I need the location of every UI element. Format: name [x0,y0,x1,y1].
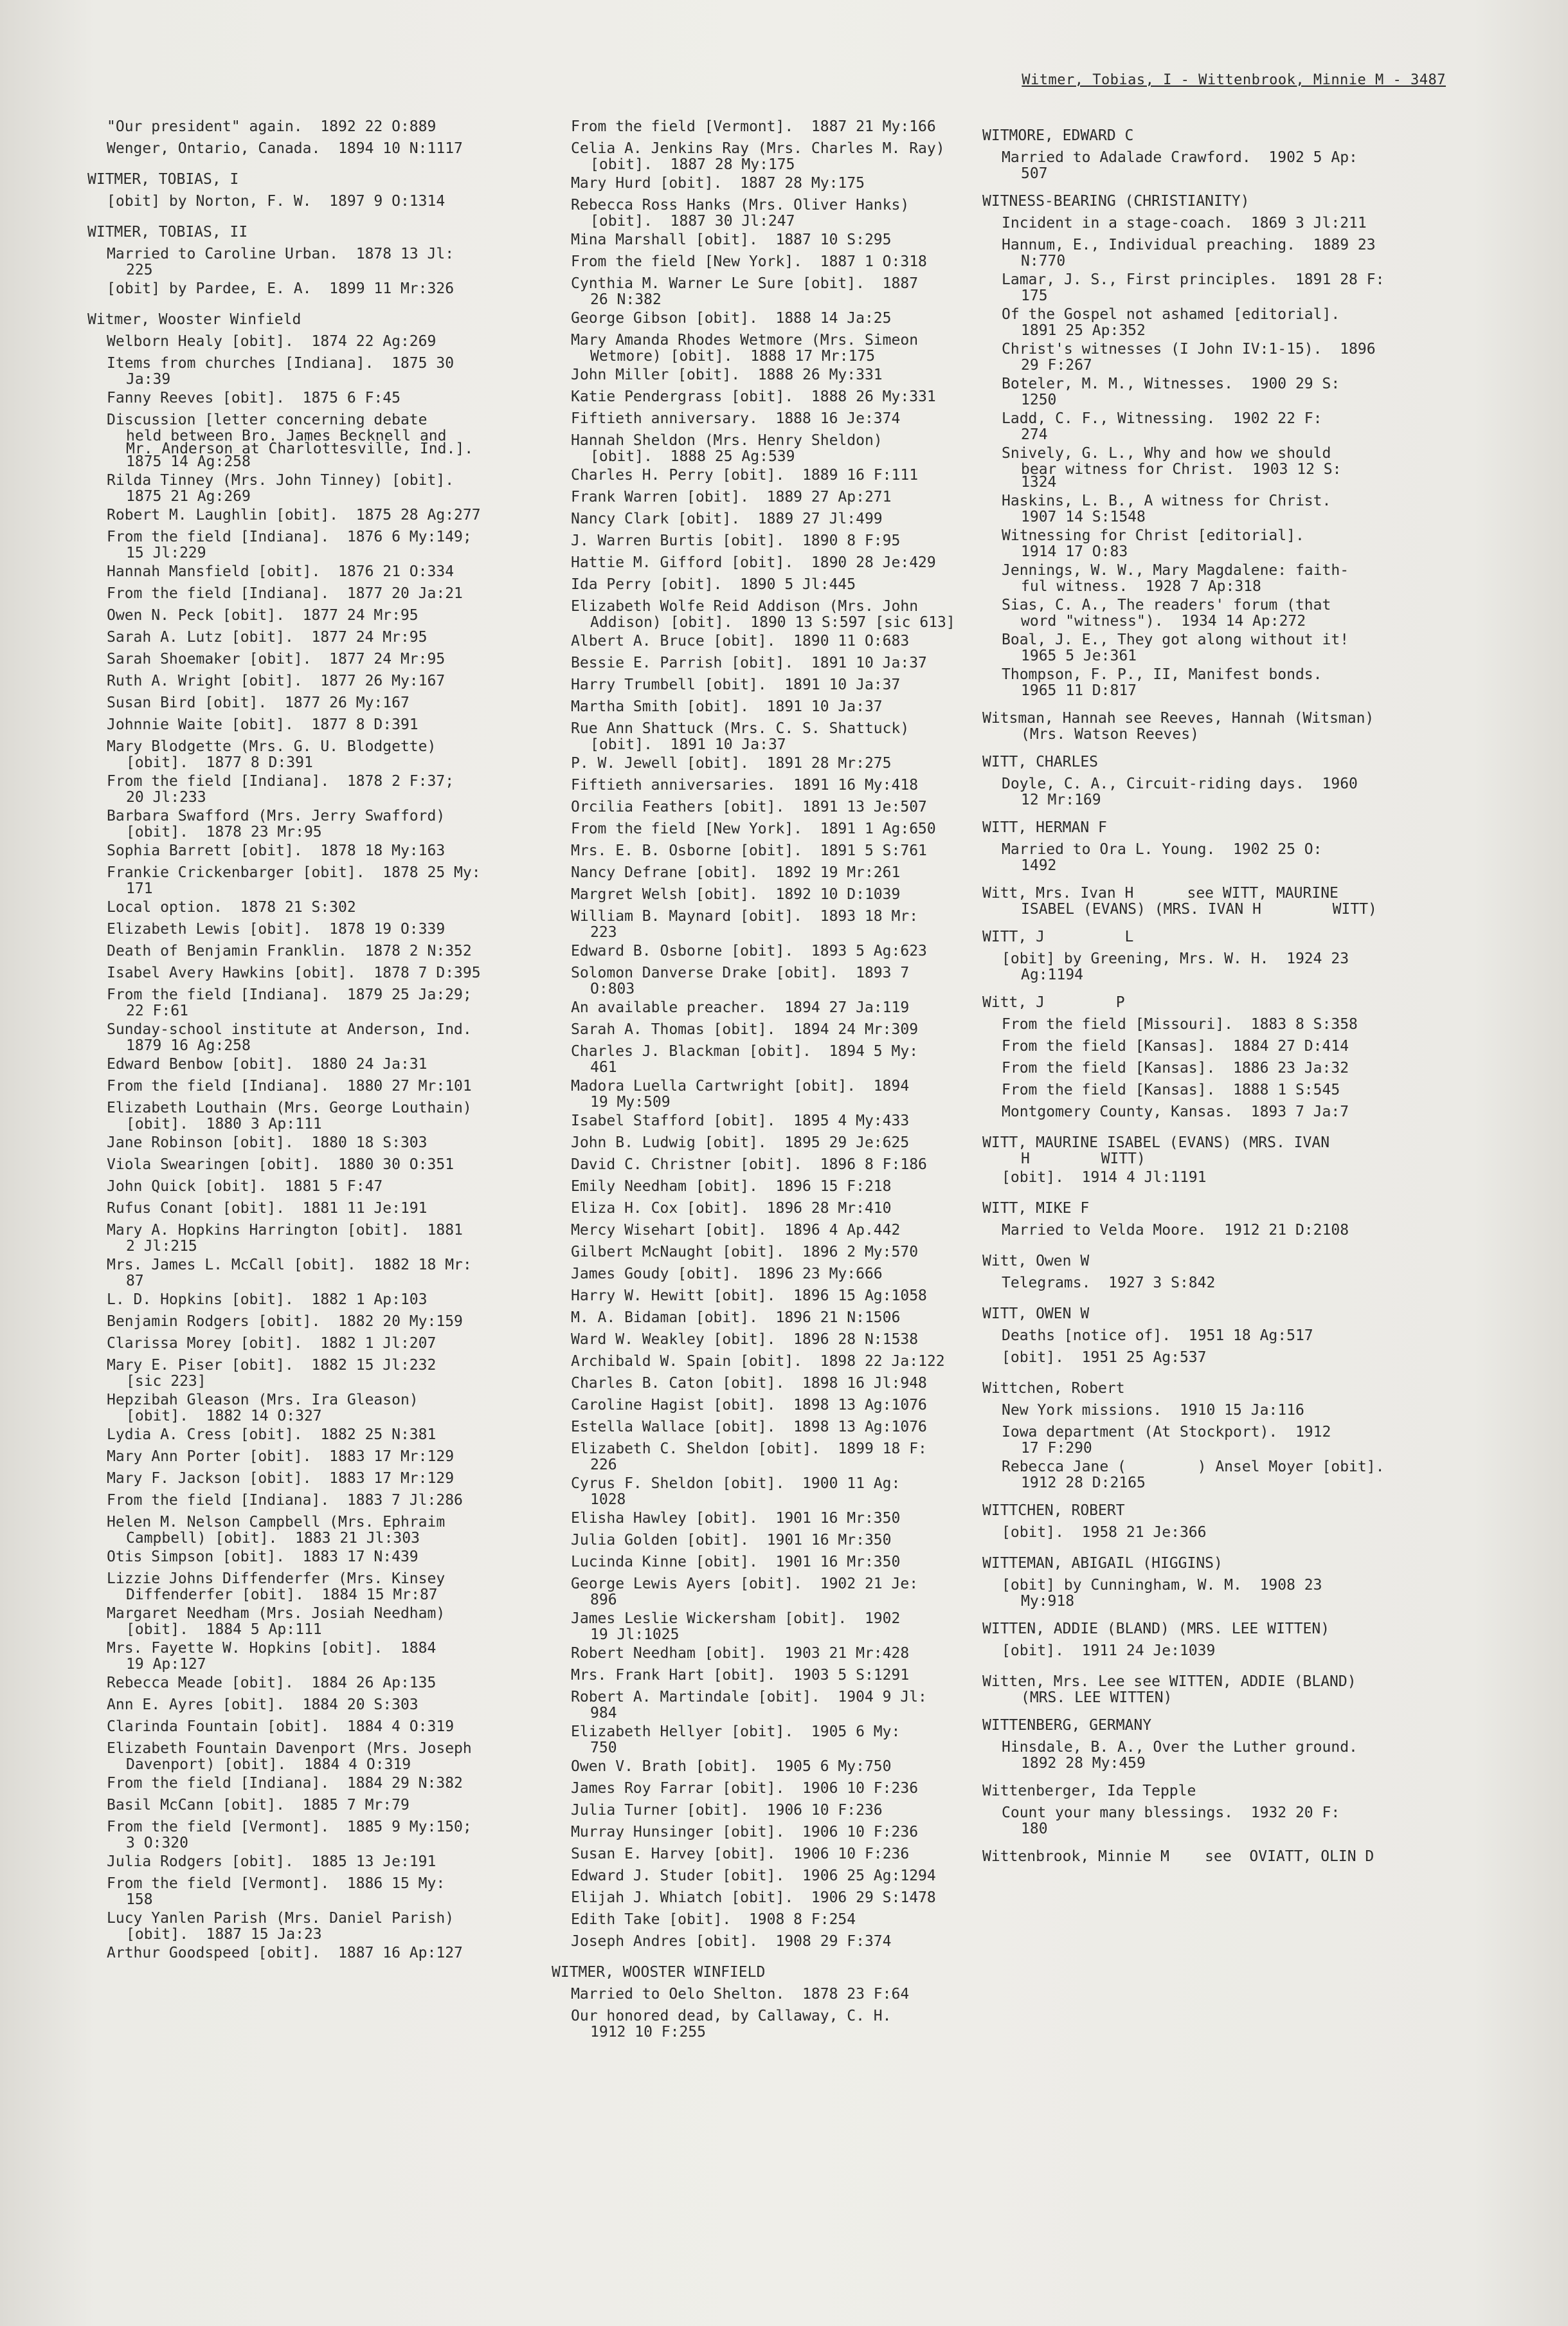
index-entry: From the field [Indiana]. 1884 29 N:382 [107,1775,463,1792]
index-heading: WITT, OWEN W [982,1305,1090,1322]
index-entry: John Miller [obit]. 1888 26 My:331 [571,367,883,383]
index-entry: Count your many blessings. 1932 20 F: [1002,1804,1340,1821]
index-entry: Otis Simpson [obit]. 1883 17 N:439 [107,1549,419,1565]
index-entry: Lizzie Johns Diffenderfer (Mrs. Kinsey [107,1570,446,1587]
index-entry-continuation: 180 [1021,1821,1048,1837]
index-entry: "Our president" again. 1892 22 O:889 [107,118,437,135]
index-entry: From the field [Missouri]. 1883 8 S:358 [1002,1016,1358,1033]
index-entry: Katie Pendergrass [obit]. 1888 26 My:331 [571,388,936,405]
index-heading: WITTEMAN, ABIGAIL (HIGGINS) [982,1555,1223,1572]
index-entry: Fanny Reeves [obit]. 1875 6 F:45 [107,390,401,406]
index-entry-continuation: 12 Mr:169 [1021,792,1101,808]
index-entry: Elizabeth Hellyer [obit]. 1905 6 My: [571,1723,901,1740]
index-entry: Owen V. Brath [obit]. 1905 6 My:750 [571,1758,892,1775]
index-entry-continuation: bear witness for Christ. 1903 12 S: [1021,461,1342,478]
index-entry: Mrs. E. B. Osborne [obit]. 1891 5 S:761 [571,842,927,859]
index-entry: [obit]. 1914 4 Jl:1191 [1002,1169,1207,1186]
index-entry-continuation: 3 O:320 [126,1835,188,1851]
index-entry: Sarah A. Thomas [obit]. 1894 24 Mr:309 [571,1021,919,1038]
index-entry: Married to Adalade Crawford. 1902 5 Ap: [1002,149,1358,166]
index-entry-continuation: Davenport) [obit]. 1884 4 O:319 [126,1756,411,1773]
index-entry: Nancy Defrane [obit]. 1892 19 Mr:261 [571,864,901,881]
index-entry-continuation: Ja:39 [126,371,171,388]
index-entry: Doyle, C. A., Circuit-riding days. 1960 [1002,776,1358,792]
index-entry: [obit] by Greening, Mrs. W. H. 1924 23 [1002,950,1349,967]
index-entry: Charles B. Caton [obit]. 1898 16 Jl:948 [571,1375,927,1392]
index-entry: Archibald W. Spain [obit]. 1898 22 Ja:122 [571,1353,945,1370]
index-entry-continuation: (Mrs. Watson Reeves) [1021,726,1199,743]
index-entry: Martha Smith [obit]. 1891 10 Ja:37 [571,698,883,715]
index-entry: From the field [New York]. 1887 1 O:318 [571,253,927,270]
index-entry-continuation: 461 [590,1059,617,1076]
index-entry: Barbara Swafford (Mrs. Jerry Swafford) [107,808,446,824]
index-entry-continuation: 158 [126,1891,153,1908]
index-entry-continuation: [obit]. 1891 10 Ja:37 [590,736,786,753]
index-entry: Susan E. Harvey [obit]. 1906 10 F:236 [571,1846,910,1862]
index-entry: From the field [Vermont]. 1887 21 My:166 [571,118,936,135]
index-entry-continuation: word "witness"). 1934 14 Ap:272 [1021,613,1306,630]
index-entry: Gilbert McNaught [obit]. 1896 2 My:570 [571,1244,919,1260]
index-entry: Charles J. Blackman [obit]. 1894 5 My: [571,1043,919,1060]
index-entry: New York missions. 1910 15 Ja:116 [1002,1402,1304,1419]
index-heading: WITMER, WOOSTER WINFIELD [552,1964,766,1981]
index-entry: Married to Oelo Shelton. 1878 23 F:64 [571,1986,910,2003]
index-entry: Hinsdale, B. A., Over the Luther ground. [1002,1739,1358,1756]
index-entry: Witnessing for Christ [editorial]. [1002,527,1304,544]
index-entry: James Roy Farrar [obit]. 1906 10 F:236 [571,1780,919,1797]
index-entry: Benjamin Rodgers [obit]. 1882 20 My:159 [107,1313,463,1330]
index-entry: Hannah Sheldon (Mrs. Henry Sheldon) [571,432,883,449]
index-entry: Rebecca Meade [obit]. 1884 26 Ap:135 [107,1675,437,1691]
index-entry: Margret Welsh [obit]. 1892 10 D:1039 [571,886,901,903]
index-heading: Witten, Mrs. Lee see WITTEN, ADDIE (BLAND) [982,1673,1356,1690]
index-heading: Witt, J P [982,994,1125,1011]
index-entry: Hattie M. Gifford [obit]. 1890 28 Je:429 [571,554,936,571]
index-entry: From the field [Indiana]. 1876 6 My:149; [107,529,472,545]
index-entry: From the field [New York]. 1891 1 Ag:650 [571,821,936,837]
index-heading: Wittenbrook, Minnie M see OVIATT, OLIN D [982,1848,1374,1865]
index-entry: Sarah Shoemaker [obit]. 1877 24 Mr:95 [107,651,446,668]
index-entry-continuation: [obit]. 1887 28 My:175 [590,156,795,173]
index-entry-continuation: 1892 28 My:459 [1021,1755,1146,1772]
index-entry: From the field [Vermont]. 1886 15 My: [107,1875,446,1892]
index-heading: WITT, MIKE F [982,1200,1090,1217]
index-entry-continuation: held between Bro. James Becknell and [126,428,447,444]
index-heading: Wittchen, Robert [982,1380,1125,1397]
index-entry: George Lewis Ayers [obit]. 1902 21 Je: [571,1576,919,1592]
index-entry-continuation: 29 F:267 [1021,357,1092,374]
index-entry: Bessie E. Parrish [obit]. 1891 10 Ja:37 [571,655,927,671]
index-entry-continuation: 1914 17 O:83 [1021,543,1128,560]
index-entry: Elizabeth C. Sheldon [obit]. 1899 18 F: [571,1440,927,1457]
index-entry: Incident in a stage-coach. 1869 3 Jl:211 [1002,215,1367,232]
index-entry: Clarinda Fountain [obit]. 1884 4 O:319 [107,1718,455,1735]
index-heading: Witmer, Wooster Winfield [87,311,302,328]
index-entry: Haskins, L. B., A witness for Christ. [1002,493,1331,509]
index-entry: Hannah Mansfield [obit]. 1876 21 O:334 [107,563,455,580]
index-entry: Robert M. Laughlin [obit]. 1875 28 Ag:277 [107,507,481,523]
index-entry: David C. Christner [obit]. 1896 8 F:186 [571,1156,927,1173]
index-entry-continuation: 1891 25 Ap:352 [1021,322,1146,339]
index-entry: Johnnie Waite [obit]. 1877 8 D:391 [107,716,419,733]
index-entry: Ann E. Ayres [obit]. 1884 20 S:303 [107,1696,419,1713]
index-entry: Cynthia M. Warner Le Sure [obit]. 1887 [571,275,919,292]
index-entry-continuation: [obit]. 1877 8 D:391 [126,754,313,771]
index-entry: Nancy Clark [obit]. 1889 27 Jl:499 [571,511,883,527]
index-entry: Rufus Conant [obit]. 1881 11 Je:191 [107,1200,428,1217]
index-entry: Edith Take [obit]. 1908 8 F:254 [571,1911,856,1928]
index-entry-continuation: Diffenderfer [obit]. 1884 15 Mr:87 [126,1586,438,1603]
index-heading: WITTEN, ADDIE (BLAND) (MRS. LEE WITTEN) [982,1621,1330,1637]
index-heading: WITMER, TOBIAS, I [87,171,239,188]
index-entry-continuation: N:770 [1021,253,1066,269]
index-entry: James Goudy [obit]. 1896 23 My:666 [571,1266,883,1282]
index-entry: Mercy Wisehart [obit]. 1896 4 Ap.442 [571,1222,901,1239]
index-entry: [obit]. 1951 25 Ag:537 [1002,1349,1207,1366]
column-2 [552,116,1002,2040]
index-entry: Rebecca Ross Hanks (Mrs. Oliver Hanks) [571,197,910,214]
index-entry-continuation: [obit]. 1888 25 Ag:539 [590,448,795,465]
index-entry-continuation: 22 F:61 [126,1003,188,1019]
index-entry: From the field [Vermont]. 1885 9 My:150; [107,1819,472,1835]
index-entry: Solomon Danverse Drake [obit]. 1893 7 [571,965,910,981]
index-entry-continuation: Campbell) [obit]. 1883 21 Jl:303 [126,1530,420,1547]
index-entry: Estella Wallace [obit]. 1898 13 Ag:1076 [571,1419,927,1435]
index-entry: Clarissa Morey [obit]. 1882 1 Jl:207 [107,1335,437,1352]
index-heading: Witt, Mrs. Ivan H see WITT, MAURINE [982,885,1338,902]
index-entry: Welborn Healy [obit]. 1874 22 Ag:269 [107,333,437,350]
index-entry: Elijah J. Whiatch [obit]. 1906 29 S:1478 [571,1889,936,1906]
index-entry: Ward W. Weakley [obit]. 1896 28 N:1538 [571,1331,919,1348]
index-entry-continuation: 175 [1021,287,1048,304]
index-entry: Mary E. Piser [obit]. 1882 15 Jl:232 [107,1357,437,1374]
index-entry: P. W. Jewell [obit]. 1891 28 Mr:275 [571,755,892,772]
index-entry: Mrs. Frank Hart [obit]. 1903 5 S:1291 [571,1667,910,1684]
index-entry: Deaths [notice of]. 1951 18 Ag:517 [1002,1327,1313,1344]
index-entry: Margaret Needham (Mrs. Josiah Needham) [107,1605,446,1622]
index-entry-continuation: [obit]. 1887 30 Jl:247 [590,213,795,230]
index-entry: Sunday-school institute at Anderson, Ind. [107,1021,472,1038]
index-heading: WITTENBERG, GERMANY [982,1717,1152,1734]
index-entry: Mary Hurd [obit]. 1887 28 My:175 [571,175,865,192]
index-heading: WITT, CHARLES [982,754,1099,770]
index-entry-continuation: 171 [126,880,153,897]
index-entry: Ruth A. Wright [obit]. 1877 26 My:167 [107,673,446,689]
index-entry-continuation: 1875 14 Ag:258 [126,453,251,470]
index-entry: Married to Caroline Urban. 1878 13 Jl: [107,246,455,262]
index-entry: [obit] by Cunningham, W. M. 1908 23 [1002,1577,1322,1594]
index-entry: Snively, G. L., Why and how we should [1002,445,1331,462]
index-entry: Boal, J. E., They got along without it! [1002,631,1349,648]
index-heading: WITT, HERMAN F [982,819,1107,836]
index-entry: [obit] by Pardee, E. A. 1899 11 Mr:326 [107,280,455,297]
index-entry: James Leslie Wickersham [obit]. 1902 [571,1610,901,1627]
index-entry: Edward Benbow [obit]. 1880 24 Ja:31 [107,1056,428,1073]
index-heading: Witt, Owen W [982,1253,1090,1269]
index-entry-continuation: 19 Ap:127 [126,1656,206,1673]
index-entry: Items from churches [Indiana]. 1875 30 [107,355,455,372]
index-entry: Isabel Stafford [obit]. 1895 4 My:433 [571,1113,910,1129]
index-entry: Jane Robinson [obit]. 1880 18 S:303 [107,1134,428,1151]
index-entry: Edward B. Osborne [obit]. 1893 5 Ag:623 [571,943,927,959]
index-entry-continuation: 223 [590,924,617,941]
index-entry: Basil McCann [obit]. 1885 7 Mr:79 [107,1797,410,1813]
index-entry: From the field [Indiana]. 1880 27 Mr:101 [107,1078,472,1095]
index-entry: Orcilia Feathers [obit]. 1891 13 Je:507 [571,799,927,815]
index-entry-continuation: Wetmore) [obit]. 1888 17 Mr:175 [590,348,876,365]
index-entry-continuation: 274 [1021,426,1048,443]
index-heading: Wittenberger, Ida Tepple [982,1783,1196,1799]
index-entry: Sias, C. A., The readers' forum (that [1002,597,1331,613]
index-entry: Mary Amanda Rhodes Wetmore (Mrs. Simeon [571,332,919,349]
index-entry: Cyrus F. Sheldon [obit]. 1900 11 Ag: [571,1475,901,1492]
index-entry-continuation: 1879 16 Ag:258 [126,1037,251,1054]
index-entry: Caroline Hagist [obit]. 1898 13 Ag:1076 [571,1397,927,1413]
index-entry: [obit]. 1911 24 Je:1039 [1002,1642,1216,1659]
index-entry: Mary Blodgette (Mrs. G. U. Blodgette) [107,738,437,755]
index-entry: Lamar, J. S., First principles. 1891 28 F: [1002,271,1385,288]
index-entry: Mrs. Fayette W. Hopkins [obit]. 1884 [107,1640,437,1657]
index-entry: Albert A. Bruce [obit]. 1890 11 O:683 [571,633,910,650]
index-heading: Witsman, Hannah see Reeves, Hannah (Witsman) [982,710,1374,727]
index-entry-continuation: 1965 11 D:817 [1021,682,1137,699]
index-entry: L. D. Hopkins [obit]. 1882 1 Ap:103 [107,1291,428,1308]
index-entry: Of the Gospel not ashamed [editorial]. [1002,306,1340,323]
index-entry: Lucinda Kinne [obit]. 1901 16 Mr:350 [571,1554,901,1570]
index-heading: WITMER, TOBIAS, II [87,224,248,241]
index-entry: Wenger, Ontario, Canada. 1894 10 N:1117 [107,140,463,157]
index-entry: Arthur Goodspeed [obit]. 1887 16 Ap:127 [107,1945,463,1961]
index-entry-continuation: [obit]. 1880 3 Ap:111 [126,1116,322,1132]
index-entry: From the field [Kansas]. 1886 23 Ja:32 [1002,1060,1349,1077]
index-entry-continuation: ISABEL (EVANS) (MRS. IVAN H WITT) [1021,901,1377,918]
index-entry: Mrs. James L. McCall [obit]. 1882 18 Mr: [107,1257,472,1273]
index-entry: Owen N. Peck [obit]. 1877 24 Mr:95 [107,607,419,624]
index-entry: Elizabeth Louthain (Mrs. George Louthain) [107,1100,472,1116]
index-entry: Mary A. Hopkins Harrington [obit]. 1881 [107,1222,463,1239]
index-entry-continuation: 1492 [1021,857,1057,874]
index-entry: Christ's witnesses (I John IV:1-15). 1896 [1002,341,1376,358]
index-entry-continuation: 1907 14 S:1548 [1021,509,1146,525]
index-entry-continuation: 87 [126,1273,144,1289]
index-entry-continuation: 1250 [1021,392,1057,408]
index-entry: Emily Needham [obit]. 1896 15 F:218 [571,1178,892,1195]
index-entry: Death of Benjamin Franklin. 1878 2 N:352 [107,943,472,959]
index-entry: [obit] by Norton, F. W. 1897 9 O:1314 [107,193,446,210]
index-entry: Boteler, M. M., Witnesses. 1900 29 S: [1002,376,1340,392]
index-entry-continuation: [obit]. 1887 15 Ja:23 [126,1926,322,1943]
index-entry-continuation: 225 [126,262,153,278]
index-entry: Our honored dead, by Callaway, C. H. [571,2008,892,2024]
index-entry: Viola Swearingen [obit]. 1880 30 O:351 [107,1156,455,1173]
running-header: Witmer, Tobias, I - Wittenbrook, Minnie M - 3487 [1022,72,1446,88]
index-entry: Frank Warren [obit]. 1889 27 Ap:271 [571,489,892,505]
index-entry-continuation: Addison) [obit]. 1890 13 S:597 [sic 613] [590,614,955,631]
index-entry: Harry W. Hewitt [obit]. 1896 15 Ag:1058 [571,1287,927,1304]
index-entry: Eliza H. Cox [obit]. 1896 28 Mr:410 [571,1200,892,1217]
index-entry: Joseph Andres [obit]. 1908 29 F:374 [571,1933,892,1950]
index-entry: Susan Bird [obit]. 1877 26 My:167 [107,695,410,711]
index-entry: Helen M. Nelson Campbell (Mrs. Ephraim [107,1514,446,1531]
index-entry: Thompson, F. P., II, Manifest bonds. [1002,666,1322,683]
index-entry: Elizabeth Lewis [obit]. 1878 19 O:339 [107,921,446,938]
index-entry: Lydia A. Cress [obit]. 1882 25 N:381 [107,1426,437,1443]
index-entry-continuation: 1028 [590,1491,626,1508]
index-entry: Fiftieth anniversaries. 1891 16 My:418 [571,777,919,794]
index-entry: Fiftieth anniversary. 1888 16 Je:374 [571,410,901,427]
index-entry: Ladd, C. F., Witnessing. 1902 22 F: [1002,410,1322,427]
index-entry-continuation: [obit]. 1878 23 Mr:95 [126,824,322,840]
index-entry: Julia Rodgers [obit]. 1885 13 Je:191 [107,1853,437,1870]
index-entry: Rebecca Jane ( ) Ansel Moyer [obit]. [1002,1458,1385,1475]
index-entry: From the field [Indiana]. 1877 20 Ja:21 [107,585,463,602]
index-entry-continuation: ful witness. 1928 7 Ap:318 [1021,578,1261,595]
index-entry: John Quick [obit]. 1881 5 F:47 [107,1178,383,1195]
index-heading: WITMORE, EDWARD C [982,127,1134,144]
index-heading: WITNESS-BEARING (CHRISTIANITY) [982,193,1250,210]
index-entry: Ida Perry [obit]. 1890 5 Jl:445 [571,576,856,593]
index-entry: An available preacher. 1894 27 Ja:119 [571,999,910,1016]
index-entry-continuation: [sic 223] [126,1373,206,1390]
index-entry-continuation: My:918 [1021,1593,1075,1610]
index-entry-continuation: Ag:1194 [1021,967,1083,983]
index-entry: [obit]. 1958 21 Je:366 [1002,1524,1207,1541]
index-entry: Julia Turner [obit]. 1906 10 F:236 [571,1802,883,1819]
index-entry: From the field [Indiana]. 1883 7 Jl:286 [107,1492,463,1509]
index-entry: Sophia Barrett [obit]. 1878 18 My:163 [107,842,446,859]
index-entry-continuation: 26 N:382 [590,291,662,308]
index-entry: From the field [Kansas]. 1888 1 S:545 [1002,1082,1340,1098]
index-heading: WITT, MAURINE ISABEL (EVANS) (MRS. IVAN [982,1134,1330,1151]
index-entry-continuation: 2 Jl:215 [126,1238,197,1255]
index-entry: From the field [Indiana]. 1879 25 Ja:29; [107,986,472,1003]
index-entry: Celia A. Jenkins Ray (Mrs. Charles M. Ray) [571,140,945,157]
index-entry-continuation: 20 Jl:233 [126,789,206,806]
index-entry: M. A. Bidaman [obit]. 1896 21 N:1506 [571,1309,901,1326]
index-entry: Mina Marshall [obit]. 1887 10 S:295 [571,232,892,248]
index-entry: George Gibson [obit]. 1888 14 Ja:25 [571,310,892,327]
index-entry: Hepzibah Gleason (Mrs. Ira Gleason) [107,1392,419,1408]
index-entry: Mary F. Jackson [obit]. 1883 17 Mr:129 [107,1470,455,1487]
index-entry: Hannum, E., Individual preaching. 1889 23 [1002,237,1376,253]
index-entry: Montgomery County, Kansas. 1893 7 Ja:7 [1002,1104,1349,1120]
index-entry: Robert A. Martindale [obit]. 1904 9 Jl: [571,1689,927,1705]
index-entry-continuation: 1965 5 Je:361 [1021,648,1137,664]
index-entry: Frankie Crickenbarger [obit]. 1878 25 My: [107,864,481,881]
index-entry-continuation: H WITT) [1021,1150,1146,1167]
index-entry-continuation: 984 [590,1705,617,1722]
index-entry: J. Warren Burtis [obit]. 1890 8 F:95 [571,532,901,549]
index-entry: Julia Golden [obit]. 1901 16 Mr:350 [571,1532,892,1549]
index-entry-continuation: 15 Jl:229 [126,545,206,561]
index-entry-continuation: 19 Jl:1025 [590,1626,680,1643]
index-entry-continuation: [obit]. 1884 5 Ap:111 [126,1621,322,1638]
column-1 [87,116,537,1964]
column-3 [982,116,1471,1867]
index-entry-continuation: 17 F:290 [1021,1440,1092,1457]
index-entry-continuation: Mr. Anderson at Charlottesville, Ind.]. [126,441,474,457]
index-entry: Elizabeth Fountain Davenport (Mrs. Joseph [107,1740,472,1757]
index-entry: Lucy Yanlen Parish (Mrs. Daniel Parish) [107,1910,455,1927]
index-entry-continuation: (MRS. LEE WITTEN) [1021,1689,1173,1706]
index-entry: Edward J. Studer [obit]. 1906 25 Ag:1294 [571,1867,936,1884]
index-entry: Robert Needham [obit]. 1903 21 Mr:428 [571,1645,910,1662]
index-entry: Mary Ann Porter [obit]. 1883 17 Mr:129 [107,1448,455,1465]
index-entry: Isabel Avery Hawkins [obit]. 1878 7 D:395 [107,965,481,981]
index-entry: Iowa department (At Stockport). 1912 [1002,1424,1331,1440]
index-entry: Telegrams. 1927 3 S:842 [1002,1275,1216,1291]
index-entry-continuation: 19 My:509 [590,1094,671,1111]
index-entry: From the field [Indiana]. 1878 2 F:37; [107,773,455,790]
index-entry-continuation: 507 [1021,165,1048,182]
index-entry-continuation: 1912 28 D:2165 [1021,1475,1146,1491]
index-entry-continuation: O:803 [590,981,635,997]
index-entry-continuation: 1875 21 Ag:269 [126,488,251,505]
index-entry-continuation: 1324 [1021,474,1057,491]
index-entry: Elisha Hawley [obit]. 1901 16 Mr:350 [571,1510,901,1527]
index-entry: Rue Ann Shattuck (Mrs. C. S. Shattuck) [571,720,910,737]
index-entry-continuation: 896 [590,1592,617,1608]
index-entry: From the field [Kansas]. 1884 27 D:414 [1002,1038,1349,1055]
index-entry: Local option. 1878 21 S:302 [107,899,356,916]
index-entry: Charles H. Perry [obit]. 1889 16 F:111 [571,467,919,484]
index-entry: Rilda Tinney (Mrs. John Tinney) [obit]. [107,472,455,489]
index-entry: Madora Luella Cartwright [obit]. 1894 [571,1078,910,1095]
index-entry-continuation: [obit]. 1882 14 O:327 [126,1408,322,1424]
index-entry-continuation: 226 [590,1457,617,1473]
index-entry: Elizabeth Wolfe Reid Addison (Mrs. John [571,598,919,615]
index-heading: WITT, J L [982,929,1134,945]
index-entry: Jennings, W. W., Mary Magdalene: faith- [1002,562,1349,579]
index-entry-continuation: 1912 10 F:255 [590,2024,707,2040]
index-entry: Harry Trumbell [obit]. 1891 10 Ja:37 [571,677,901,693]
index-entry: John B. Ludwig [obit]. 1895 29 Je:625 [571,1134,910,1151]
index-entry-continuation: 750 [590,1740,617,1756]
index-entry: Murray Hunsinger [obit]. 1906 10 F:236 [571,1824,919,1840]
index-entry: Married to Ora L. Young. 1902 25 O: [1002,841,1322,858]
index-entry: William B. Maynard [obit]. 1893 18 Mr: [571,908,919,925]
index-entry: Married to Velda Moore. 1912 21 D:2108 [1002,1222,1349,1239]
index-entry: Sarah A. Lutz [obit]. 1877 24 Mr:95 [107,629,428,646]
index-entry: Discussion [letter concerning debate [107,412,428,428]
index-heading: WITTCHEN, ROBERT [982,1502,1125,1519]
